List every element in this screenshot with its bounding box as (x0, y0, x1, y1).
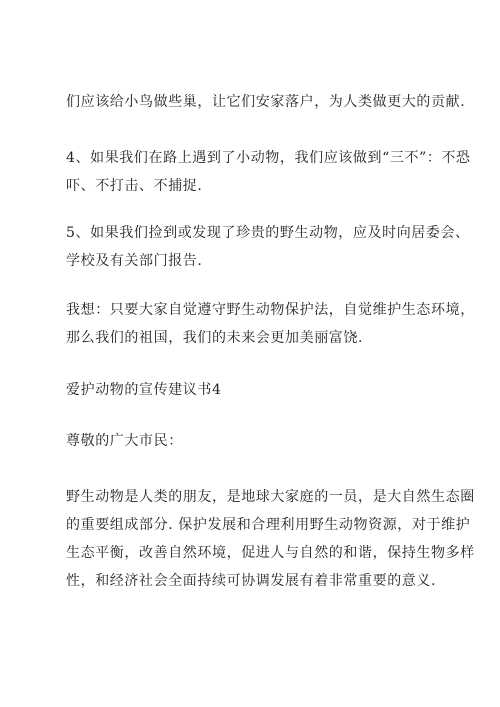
text-line: 4、如果我们在路上遇到了小动物，我们应该做到“三不”：不恐 (66, 150, 471, 166)
text-line: 的重要组成部分. 保护发展和合理利用野生动物资源，对于维护 (66, 517, 471, 533)
text-line: 学校及有关部门报告. (66, 253, 203, 269)
text-line: 我想：只要大家自觉遵守野生动物保护法，自觉维护生态环境， (66, 302, 475, 318)
text-line: 生态平衡，改善自然环境，促进人与自然的和谐，保持生物多样 (66, 545, 475, 561)
salutation-text: 尊敬的广大市民： (66, 433, 183, 449)
text-line: 吓、不打击、不捕捉. (66, 178, 203, 194)
paragraph-continuation (66, 88, 466, 116)
heading-text: 爱护动物的宣传建议书4 (66, 382, 222, 398)
text-line: 们应该给小鸟做些巢，让它们安家落户，为人类做更大的贡献. (66, 94, 466, 110)
paragraph-item-5 (66, 219, 470, 275)
paragraph-body (66, 483, 475, 595)
text-line: 那么我们的祖国，我们的未来会更加美丽富饶. (66, 330, 364, 346)
paragraph-item-4 (66, 144, 471, 200)
salutation (66, 427, 446, 455)
section-heading (66, 376, 446, 404)
text-line: 性，和经济社会全面持续可协调发展有着非常重要的意义. (66, 573, 437, 589)
paragraph-conclusion (66, 296, 475, 352)
text-line: 野生动物是人类的朋友，是地球大家庭的一员，是大自然生态圈 (66, 489, 475, 505)
text-line: 5、如果我们捡到或发现了珍贵的野生动物，应及时向居委会、 (66, 225, 470, 241)
